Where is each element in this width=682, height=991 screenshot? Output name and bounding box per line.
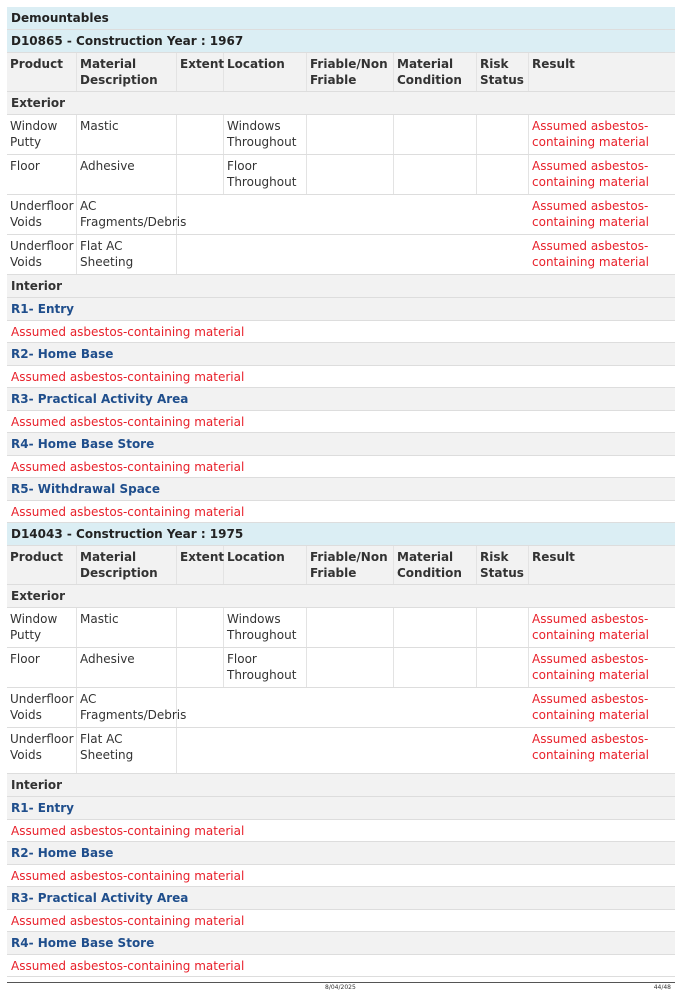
- cell-friable: [307, 115, 394, 154]
- cell-result: Assumed asbestos-containing material: [532, 612, 649, 642]
- table-row: [7, 195, 675, 235]
- room-note: Assumed asbestos-containing material: [7, 456, 675, 478]
- page-number: 44/48: [653, 984, 671, 991]
- col-material-condition: Material Condition: [394, 546, 477, 584]
- cell-friable: [307, 155, 394, 194]
- col-friable: Friable/Non Friable: [307, 53, 394, 91]
- cell-product: Floor: [7, 648, 77, 687]
- cell-location: Windows Throughout: [224, 115, 307, 154]
- exterior-label: Exterior: [7, 585, 675, 608]
- cell-material: Adhesive: [77, 648, 177, 687]
- cell-result: Assumed asbestos-containing material: [532, 692, 649, 722]
- cell-condition: [394, 648, 477, 687]
- cell-result: Assumed asbestos-containing material: [532, 119, 649, 149]
- cell-condition: [394, 155, 477, 194]
- exterior-label: Exterior: [7, 92, 675, 115]
- col-extent: Extent: [177, 546, 224, 584]
- col-extent: Extent: [177, 53, 224, 91]
- cell-result: Assumed asbestos-containing material: [532, 199, 649, 229]
- cell-location: Floor Throughout: [224, 648, 307, 687]
- room-title: R3- Practical Activity Area: [7, 887, 675, 910]
- cell-result: Assumed asbestos-containing material: [532, 732, 649, 762]
- table-row: [7, 115, 675, 155]
- room-title: R5- Withdrawal Space: [7, 478, 675, 501]
- table-row: [7, 728, 675, 774]
- merged-cell: [177, 728, 527, 773]
- cell-material: AC Fragments/Debris: [77, 688, 177, 727]
- cell-condition: [394, 608, 477, 647]
- room-title: R1- Entry: [7, 298, 675, 321]
- cell-material: Mastic: [77, 115, 177, 154]
- cell-material: Flat AC Sheeting: [77, 235, 177, 274]
- cell-friable: [307, 648, 394, 687]
- cell-extent: [177, 648, 224, 687]
- col-product: Product: [7, 53, 77, 91]
- cell-location: Windows Throughout: [224, 608, 307, 647]
- col-material-description: Material Description: [77, 546, 177, 584]
- cell-material: Flat AC Sheeting: [77, 728, 177, 773]
- report-page: [7, 7, 675, 977]
- cell-product: Window Putty: [7, 115, 77, 154]
- cell-material: Adhesive: [77, 155, 177, 194]
- room-note: Assumed asbestos-containing material: [7, 955, 675, 977]
- room-title: R1- Entry: [7, 797, 675, 820]
- room-note: Assumed asbestos-containing material: [7, 501, 675, 523]
- col-risk-status: Risk Status: [477, 53, 529, 91]
- col-result: Result: [532, 57, 575, 71]
- col-material-condition: Material Condition: [394, 53, 477, 91]
- table-header: [7, 53, 675, 92]
- cell-product: Window Putty: [7, 608, 77, 647]
- col-friable: Friable/Non Friable: [307, 546, 394, 584]
- footer-date: 8/04/2025: [325, 984, 356, 991]
- cell-extent: [177, 155, 224, 194]
- col-location: Location: [224, 53, 307, 91]
- cell-result: Assumed asbestos-containing material: [532, 652, 649, 682]
- page-footer: [7, 982, 675, 991]
- cell-result: Assumed asbestos-containing material: [532, 239, 649, 269]
- table-header: [7, 546, 675, 585]
- col-risk-status: Risk Status: [477, 546, 529, 584]
- room-note: Assumed asbestos-containing material: [7, 910, 675, 932]
- cell-material: Mastic: [77, 608, 177, 647]
- table-row: [7, 155, 675, 195]
- col-location: Location: [224, 546, 307, 584]
- building-title: D14043 - Construction Year : 1975: [7, 523, 675, 546]
- room-title: R3- Practical Activity Area: [7, 388, 675, 411]
- cell-result: Assumed asbestos-containing material: [532, 159, 649, 189]
- merged-cell: [177, 688, 527, 727]
- room-note: Assumed asbestos-containing material: [7, 321, 675, 343]
- merged-cell: [177, 195, 527, 234]
- table-row: [7, 235, 675, 275]
- cell-product: Underfloor Voids: [7, 235, 77, 274]
- col-result: Result: [532, 550, 575, 564]
- col-product: Product: [7, 546, 77, 584]
- room-note: Assumed asbestos-containing material: [7, 865, 675, 887]
- cell-risk: [477, 608, 529, 647]
- room-title: R4- Home Base Store: [7, 932, 675, 955]
- cell-extent: [177, 115, 224, 154]
- room-note: Assumed asbestos-containing material: [7, 366, 675, 388]
- table-row: [7, 608, 675, 648]
- category-title: Demountables: [7, 7, 675, 30]
- cell-risk: [477, 648, 529, 687]
- cell-material: AC Fragments/Debris: [77, 195, 177, 234]
- cell-product: Floor: [7, 155, 77, 194]
- cell-location: Floor Throughout: [224, 155, 307, 194]
- interior-label: Interior: [7, 275, 675, 298]
- cell-product: Underfloor Voids: [7, 195, 77, 234]
- cell-product: Underfloor Voids: [7, 688, 77, 727]
- cell-product: Underfloor Voids: [7, 728, 77, 773]
- table-row: [7, 648, 675, 688]
- interior-label: Interior: [7, 774, 675, 797]
- room-note: Assumed asbestos-containing material: [7, 411, 675, 433]
- cell-risk: [477, 155, 529, 194]
- cell-condition: [394, 115, 477, 154]
- cell-extent: [177, 608, 224, 647]
- room-title: R2- Home Base: [7, 842, 675, 865]
- room-title: R4- Home Base Store: [7, 433, 675, 456]
- col-material-description: Material Description: [77, 53, 177, 91]
- building-title: D10865 - Construction Year : 1967: [7, 30, 675, 53]
- room-title: R2- Home Base: [7, 343, 675, 366]
- cell-risk: [477, 115, 529, 154]
- room-note: Assumed asbestos-containing material: [7, 820, 675, 842]
- table-row: [7, 688, 675, 728]
- merged-cell: [177, 235, 527, 274]
- cell-friable: [307, 608, 394, 647]
